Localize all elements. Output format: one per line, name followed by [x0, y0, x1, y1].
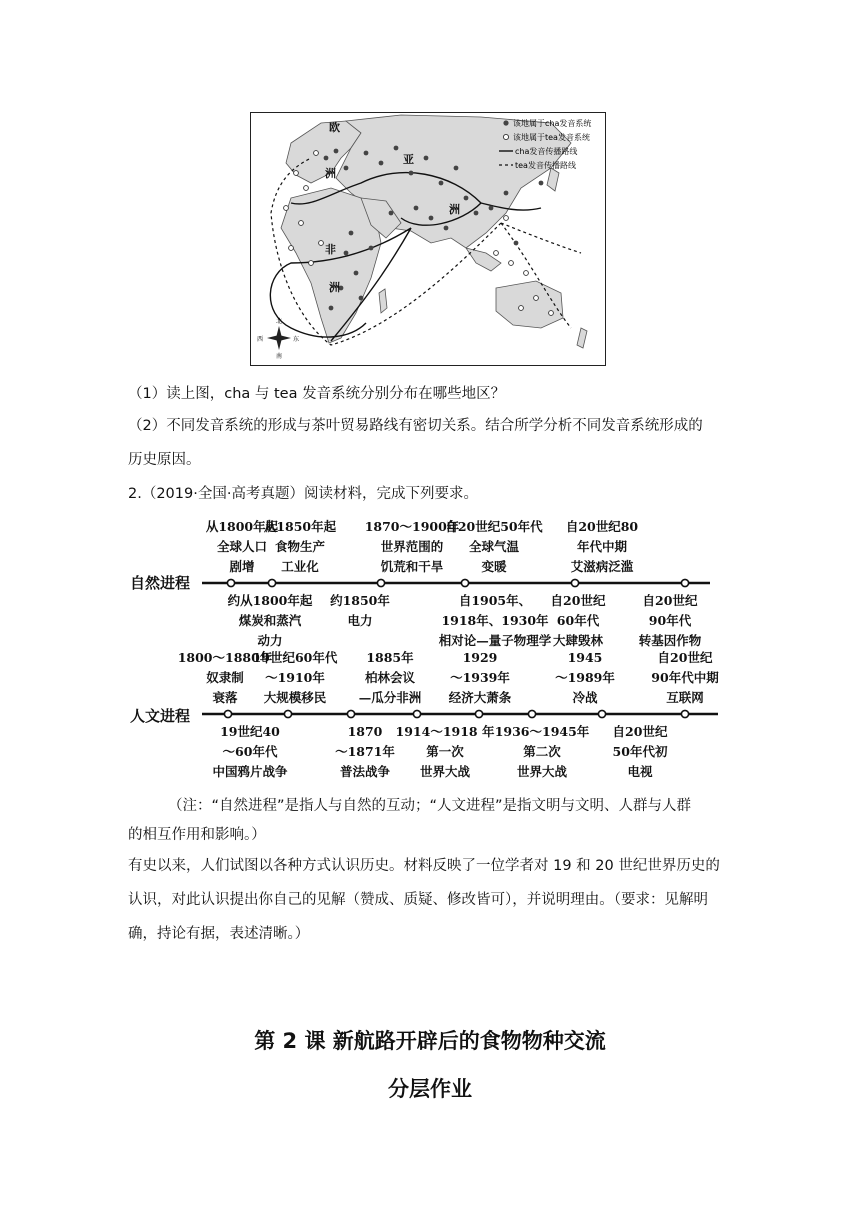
human-below-event-1-line-1: ～1871年 [335, 744, 395, 759]
legend-cha-route: cha发音传播路线 [515, 147, 578, 156]
human-node-5 [528, 710, 535, 717]
question-3-heading: 2.（2019·全国·高考真题）阅读材料，完成下列要求。 [128, 486, 478, 502]
legend-cha-area: 该地属于cha发音系统 [513, 119, 592, 128]
natural-node-4 [571, 579, 578, 586]
human-below-event-3-line-0: 1936～1945年 [494, 724, 590, 739]
natural-above-event-0-line-0: 从1800年起 [205, 519, 279, 534]
human-above-event-5-line-0: 自20世纪 [657, 650, 713, 665]
human-below-event-0-line-1: ～60年代 [222, 744, 278, 759]
natural-process-label: 自然进程 [130, 574, 191, 592]
natural-above-event-1-line-2: 工业化 [281, 559, 319, 574]
natural-below-event-4-line-1: 90年代 [648, 613, 692, 628]
japan-landmass [547, 168, 559, 191]
new-zealand-landmass [577, 328, 587, 348]
question-2-line-2: 历史原因。 [128, 452, 201, 468]
natural-node-0 [227, 579, 234, 586]
natural-above-event-2-line-2: 饥荒和干旱 [380, 559, 444, 574]
human-above-event-1-line-1: ～1910年 [265, 670, 325, 685]
natural-below-event-1-line-1: 电力 [347, 613, 373, 628]
paragraph-line-3: 确，持论有据，表述清晰。） [128, 926, 310, 942]
human-above-event-3-line-0: 1929 [462, 650, 498, 665]
human-below-event-4-line-0: 自20世纪 [612, 724, 668, 739]
human-above-event-4-line-2: 冷战 [572, 690, 598, 705]
human-above-event-5-line-2: 互联网 [666, 690, 704, 705]
natural-above-event-3-line-0: 自20世纪50年代 [445, 519, 543, 534]
natural-above-event-2-line-1: 世界范围的 [380, 539, 444, 554]
natural-node-2 [377, 579, 384, 586]
legend-cha-dot-icon [503, 120, 508, 125]
history-timeline [120, 514, 740, 779]
natural-above-event-1-line-0: 从1850年起 [263, 519, 337, 534]
natural-node-5 [681, 579, 688, 586]
paragraph-line-2: 认识，对此认识提出你自己的见解（赞成、质疑、修改皆可），并说明理由。（要求：见解明 [128, 892, 708, 908]
legend-tea-dot-icon [503, 134, 508, 139]
map-svg [251, 113, 607, 367]
note-line-2: 的相互作用和影响。） [128, 827, 266, 843]
human-below-event-2-line-2: 世界大战 [419, 764, 471, 779]
human-node-1 [284, 710, 291, 717]
lesson-title: 第 2 课 新航路开辟后的食物物种交流 [254, 1029, 606, 1053]
human-node-7 [681, 710, 688, 717]
human-above-event-0-line-2: 衰落 [212, 690, 238, 705]
human-below-event-1-line-2: 普法战争 [339, 764, 391, 779]
label-africa-2: 洲 [329, 281, 340, 294]
human-node-4 [475, 710, 482, 717]
natural-below-event-0-line-2: 动力 [257, 633, 283, 648]
natural-above-event-4-line-0: 自20世纪80 [565, 519, 639, 534]
human-above-event-2-line-1: 柏林会议 [364, 670, 416, 685]
natural-above-event-4-line-2: 艾滋病泛滥 [570, 559, 634, 574]
legend-tea-area: 该地属于tea发音系统 [513, 133, 590, 142]
natural-below-event-2-line-1: 1918年、1930年 [441, 613, 549, 628]
natural-below-event-4-line-0: 自20世纪 [642, 593, 698, 608]
human-below-event-4-line-2: 电视 [627, 764, 653, 779]
timeline-texts [178, 519, 719, 779]
human-below-event-0-line-2: 中国鸦片战争 [212, 764, 288, 779]
natural-below-event-2-line-0: 自1905年、 [458, 593, 532, 608]
human-above-event-5-line-1: 90年代中期 [651, 670, 719, 685]
compass-north: 北 [276, 318, 283, 325]
human-above-event-0-line-0: 1800～1880年 [177, 650, 273, 665]
legend-tea-route: tea发音传播路线 [515, 161, 576, 170]
natural-below-event-1-line-0: 约1850年 [330, 593, 390, 608]
human-node-6 [598, 710, 605, 717]
natural-below-event-4-line-2: 转基因作物 [638, 633, 702, 648]
human-below-event-1-line-0: 1870 [347, 724, 383, 739]
label-africa-1: 非 [325, 243, 336, 256]
human-above-event-3-line-2: 经济大萧条 [448, 690, 512, 705]
human-above-event-1-line-0: 19世纪60年代 [252, 650, 338, 665]
natural-below-event-2-line-2: 相对论—量子物理学 [438, 633, 552, 648]
natural-above-event-0-line-1: 全球人口 [216, 539, 268, 554]
human-below-event-3-line-1: 第二次 [523, 744, 561, 759]
human-below-event-2-line-0: 1914～1918 年 [395, 724, 495, 739]
human-node-0 [224, 710, 231, 717]
human-below-event-3-line-2: 世界大战 [516, 764, 568, 779]
human-below-event-4-line-1: 50年代初 [612, 744, 668, 759]
natural-below-event-3-line-2: 大肆毁林 [552, 633, 604, 648]
human-below-event-0-line-0: 19世纪40 [220, 724, 280, 739]
madagascar-landmass [379, 289, 387, 313]
natural-above-event-3-line-2: 变暖 [481, 559, 507, 574]
label-europe-2: 洲 [325, 167, 336, 180]
human-above-event-2-line-0: 1885年 [366, 650, 414, 665]
human-below-event-2-line-1: 第一次 [426, 744, 464, 759]
natural-above-event-1-line-1: 食物生产 [274, 539, 326, 554]
natural-below-event-0-line-0: 约从1800年起 [227, 593, 313, 608]
compass-icon [257, 317, 299, 360]
natural-above-event-3-line-1: 全球气温 [468, 539, 520, 554]
natural-above-event-2-line-0: 1870～1900年 [364, 519, 460, 534]
human-above-event-2-line-2: —瓜分非洲 [358, 690, 422, 705]
australia-landmass [496, 281, 563, 328]
question-1: （1）读上图，cha 与 tea 发音系统分别分布在哪些地区？ [128, 386, 506, 402]
tea-route-pacific [501, 223, 581, 253]
note-line-1: （注：“自然进程”是指人与自然的互动；“人文进程”是指文明与文明、人群与人群 [168, 798, 692, 814]
human-above-event-4-line-0: 1945 [567, 650, 603, 665]
human-above-event-4-line-1: ～1989年 [555, 670, 615, 685]
label-asia-1: 亚 [403, 153, 414, 166]
compass-west: 西 [257, 336, 264, 343]
natural-below-event-0-line-1: 煤炭和蒸汽 [238, 613, 302, 628]
question-2-line-1: （2）不同发音系统的形成与茶叶贸易路线有密切关系。结合所学分析不同发音系统形成的 [128, 418, 703, 434]
natural-node-3 [461, 579, 468, 586]
human-above-event-1-line-2: 大规模移民 [263, 690, 327, 705]
label-europe: 欧 [329, 121, 340, 134]
natural-above-event-0-line-2: 剧增 [229, 559, 255, 574]
label-asia-2: 洲 [449, 203, 460, 216]
natural-above-event-4-line-1: 年代中期 [576, 539, 628, 554]
human-node-2 [347, 710, 354, 717]
natural-node-1 [268, 579, 275, 586]
human-above-event-0-line-1: 奴隶制 [206, 670, 244, 685]
natural-below-event-3-line-0: 自20世纪 [550, 593, 606, 608]
human-node-3 [413, 710, 420, 717]
tea-pronunciation-map [250, 112, 606, 366]
lesson-subtitle: 分层作业 [388, 1077, 472, 1101]
compass-east: 东 [293, 336, 300, 343]
natural-below-event-3-line-1: 60年代 [556, 613, 600, 628]
compass-south: 南 [276, 353, 283, 360]
human-process-label: 人文进程 [130, 707, 191, 725]
human-above-event-3-line-1: ～1939年 [450, 670, 510, 685]
paragraph-line-1: 有史以来，人们试图以各种方式认识历史。材料反映了一位学者对 19 和 20 世纪世界历史的 [128, 858, 720, 874]
